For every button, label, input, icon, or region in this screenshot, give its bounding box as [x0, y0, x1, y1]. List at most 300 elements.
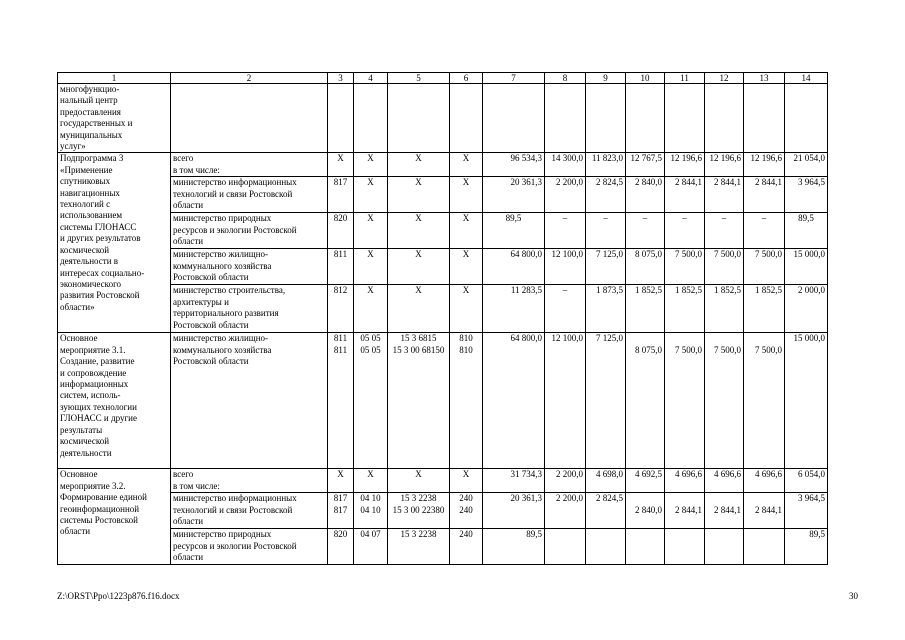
cell-text-line: космической [60, 244, 110, 255]
total-cell [483, 469, 545, 493]
year-cell [785, 333, 828, 469]
rzpr-cell [354, 529, 388, 565]
table-row [58, 153, 828, 177]
cell-text-line: государственных и [60, 118, 133, 129]
file-path: Z:\ORST\Ppo\1223p876.f16.docx [57, 591, 180, 601]
cell-text-line: – [682, 213, 687, 224]
year-cell [626, 469, 665, 493]
cell-text-line: 811 [333, 344, 348, 355]
vr-cell [450, 213, 483, 249]
csr-cell [388, 249, 450, 285]
col-header: 8 [545, 73, 586, 84]
cell-text-line: космической [60, 436, 110, 447]
cell-text-line: «Применение [60, 164, 113, 175]
cell-text-line [667, 493, 702, 504]
rzpr-cell [354, 333, 388, 469]
year-cell [705, 333, 744, 469]
col-header: 14 [785, 73, 828, 84]
empty-cell [545, 84, 586, 153]
year-cell [785, 529, 828, 565]
cell-text-line: 4 696,6 [755, 469, 782, 480]
cell-text-line: X [415, 249, 422, 260]
year-cell [586, 529, 626, 565]
cell-text-line: 15 000,0 [793, 333, 825, 344]
year-cell [545, 285, 586, 333]
year-cell [665, 153, 705, 177]
year-cell [586, 333, 626, 469]
year-cell [545, 153, 586, 177]
cell-text-line: министерство жилищно- [173, 249, 269, 260]
col-header: 4 [354, 73, 388, 84]
year-cell [785, 177, 828, 213]
cell-text-line: 12 196,6 [709, 153, 741, 164]
cell-text-line: 2 844,1 [714, 177, 741, 188]
cell-text-line: области» [60, 301, 95, 312]
year-cell [744, 469, 785, 493]
year-cell [744, 153, 785, 177]
year-cell [744, 333, 785, 469]
cell-text-line: 7 500,0 [755, 344, 782, 355]
cell-text-line: и других результатов [60, 233, 141, 244]
cell-text-line: коммунального хозяйства [173, 260, 272, 271]
cell-text-line: 820 [333, 213, 348, 224]
cell-text-line: области [173, 552, 204, 563]
cell-text-line: 1 873,5 [596, 285, 623, 296]
cell-text-line: X [367, 285, 374, 296]
year-cell [626, 493, 665, 529]
cell-text-line: 7 500,0 [714, 344, 741, 355]
table-row [58, 249, 828, 285]
table-row [58, 529, 828, 565]
cell-text-line: 817 [333, 177, 348, 188]
cell-text-line: использованием [60, 210, 123, 221]
rzpr-cell [354, 493, 388, 529]
year-cell [744, 493, 785, 529]
cell-text-line: 3 964,5 [798, 493, 825, 504]
cell-text-line: интересах социально- [60, 267, 145, 278]
cell-text-line: – [642, 213, 648, 224]
rzpr-cell [354, 285, 388, 333]
csr-cell [388, 285, 450, 333]
empty-cell [450, 84, 483, 153]
cell-text-line: всего [173, 469, 194, 480]
empty-cell [665, 84, 705, 153]
cell-text-line: 31 734,3 [510, 469, 542, 480]
col-header: 13 [744, 73, 785, 84]
cell-text-line: развития Ростовской [60, 290, 140, 301]
cell-text-line: области [173, 516, 204, 527]
executor-cell [171, 469, 328, 493]
col-header: 9 [586, 73, 626, 84]
cell-text-line: 20 361,3 [510, 177, 542, 188]
year-cell [545, 333, 586, 469]
year-cell [705, 177, 744, 213]
cell-text-line: X [462, 469, 470, 480]
cell-text-line: X [415, 177, 422, 188]
year-cell [665, 493, 705, 529]
col-header: 11 [665, 73, 705, 84]
cell-text-line: 240 [459, 504, 473, 515]
grbs-cell [328, 469, 354, 493]
csr-cell [388, 493, 450, 529]
cell-text-line: – [761, 213, 767, 224]
cell-text-line [746, 333, 782, 344]
csr-cell [388, 469, 450, 493]
cell-text-line: зующих технологии [60, 401, 137, 412]
cell-text-line: экономического [60, 278, 122, 289]
vr-cell [450, 333, 483, 469]
rzpr-cell [354, 213, 388, 249]
year-cell [665, 529, 705, 565]
csr-cell [388, 333, 450, 469]
cell-text-line: системы ГЛОНАСС [60, 221, 137, 232]
table-row [58, 213, 828, 249]
year-cell [705, 529, 744, 565]
cell-text-line: 2 824,5 [596, 177, 623, 188]
cell-text-line: Ростовской области [173, 319, 249, 330]
year-cell [545, 493, 586, 529]
cell-text-line: мероприятие 3.2. [60, 480, 126, 491]
year-cell [545, 249, 586, 285]
cell-text-line: 810 [459, 333, 473, 344]
year-cell [545, 529, 586, 565]
cell-text-line: X [367, 249, 374, 260]
year-cell [586, 493, 626, 529]
grbs-cell [328, 213, 354, 249]
cell-text-line: 1 852,5 [714, 285, 741, 296]
cell-text-line: X [367, 469, 374, 480]
cell-text-line: 15 000,0 [793, 249, 825, 260]
year-cell [785, 153, 828, 177]
year-cell [744, 529, 785, 565]
cell-text-line: министерство природных [173, 213, 272, 224]
col-header: 5 [388, 73, 450, 84]
col-header: 3 [328, 73, 354, 84]
year-cell [665, 333, 705, 469]
cell-text-line [707, 493, 741, 504]
cell-text-line: 811 [333, 249, 348, 260]
cell-text-line: 812 [333, 285, 348, 296]
cell-text-line: 21 054,0 [793, 153, 825, 164]
cell-text-line: X [462, 213, 470, 224]
cell-text-line: всего [173, 153, 194, 164]
cell-text-line: 04 10 [360, 504, 381, 515]
executor-cell [171, 213, 328, 249]
cell-text-line: коммунального хозяйства [173, 344, 272, 355]
cell-text-line: министерство строительства, [173, 285, 286, 296]
grbs-cell [328, 153, 354, 177]
cell-text-line: министерство жилищно- [173, 333, 269, 344]
cell-text-line: 820 [333, 529, 348, 540]
year-cell [705, 469, 744, 493]
vr-cell [450, 529, 483, 565]
cell-text-line: 04 10 [360, 493, 381, 504]
cell-text-line: 14 300,0 [551, 153, 583, 164]
year-cell [744, 285, 785, 333]
cell-text-line: Формирование единой [60, 492, 147, 503]
cell-text-line [588, 529, 623, 540]
cell-text-line: 2 824,5 [596, 493, 623, 504]
cell-text-line: 7 500,0 [714, 249, 741, 260]
cell-text-line: X [415, 153, 422, 164]
executor-cell [171, 333, 328, 469]
year-cell [545, 213, 586, 249]
table-row [58, 333, 828, 469]
year-cell [744, 213, 785, 249]
cell-text-line: 11 283,5 [510, 285, 542, 296]
cell-text-line [746, 493, 782, 504]
year-cell [586, 469, 626, 493]
cell-text-line: Ростовской области [173, 272, 249, 283]
cell-text-line: 89,5 [505, 213, 522, 224]
year-cell [626, 213, 665, 249]
cell-text-line [746, 529, 782, 540]
cell-text-line: 1 852,5 [755, 285, 782, 296]
cell-text-line: 817 [333, 493, 348, 504]
vr-cell [450, 249, 483, 285]
cell-text-line [667, 529, 702, 540]
cell-text-line: 4 692,5 [635, 469, 662, 480]
cell-text-line: 2 000,0 [798, 285, 825, 296]
cell-text-line: 15 3 6815 [400, 333, 437, 344]
year-cell [665, 249, 705, 285]
cell-text-line: 2 844,1 [675, 504, 702, 515]
cell-text-line: в том числе: [173, 480, 220, 491]
cell-text-line: 240 [459, 529, 473, 540]
year-cell [705, 153, 744, 177]
subprogram-name-cell [58, 153, 171, 333]
vr-cell [450, 177, 483, 213]
year-cell [586, 177, 626, 213]
cell-text-line: 2 844,1 [714, 504, 741, 515]
table-row [58, 469, 828, 493]
year-cell [626, 285, 665, 333]
program-name-cell [58, 84, 171, 153]
cell-text-line [628, 493, 662, 504]
grbs-cell [328, 333, 354, 469]
cell-text-line: – [721, 213, 727, 224]
col-header: 10 [626, 73, 665, 84]
empty-cell [626, 84, 665, 153]
cell-text-line: услуг» [60, 141, 86, 152]
cell-text-line: 15 3 00 22380 [392, 504, 445, 515]
grbs-cell [328, 285, 354, 333]
cell-text-line: 96 534,3 [510, 153, 542, 164]
year-cell [705, 285, 744, 333]
year-cell [665, 213, 705, 249]
grbs-cell [328, 529, 354, 565]
cell-text-line: информационных [60, 379, 129, 390]
cell-text-line: 8 075,0 [635, 249, 662, 260]
cell-text-line [628, 529, 662, 540]
cell-text-line [667, 333, 702, 344]
cell-text-line: ГЛОНАСС и другие [60, 413, 137, 424]
empty-cell [388, 84, 450, 153]
cell-text-line: геоинформационной [60, 503, 140, 514]
cell-text-line: технологий с [60, 199, 111, 210]
cell-text-line: – [603, 213, 608, 224]
rzpr-cell [354, 177, 388, 213]
event-name-cell [58, 333, 171, 469]
cell-text-line: 3 964,5 [798, 177, 825, 188]
cell-text-line: Ростовской области [173, 356, 249, 367]
cell-text-line: – [562, 213, 568, 224]
cell-text-line: 12 100,0 [551, 333, 583, 344]
cell-text-line: результаты [60, 424, 103, 435]
cell-text-line: 89,5 [526, 529, 542, 540]
cell-text-line: 15 3 2238 [400, 529, 437, 540]
year-cell [785, 285, 828, 333]
year-cell [586, 285, 626, 333]
cell-text-line: многофункцио- [60, 84, 120, 94]
executor-cell [171, 529, 328, 565]
cell-text-line: 4 696,6 [675, 469, 702, 480]
cell-text-line: Подпрограмма 3 [60, 153, 124, 164]
cell-text-line: 2 200,0 [556, 493, 583, 504]
executor-cell [171, 177, 328, 213]
cell-text-line: X [367, 213, 374, 224]
year-cell [785, 249, 828, 285]
col-header: 6 [450, 73, 483, 84]
total-cell [483, 285, 545, 333]
cell-text-line: технологий и связи Ростовской [173, 504, 293, 515]
cell-text-line: архитектуры и [173, 296, 229, 307]
year-cell [626, 249, 665, 285]
cell-text-line: 810 [459, 344, 473, 355]
cell-text-line: X [337, 469, 344, 480]
total-cell [483, 177, 545, 213]
cell-text-line: 2 844,1 [675, 177, 702, 188]
cell-text-line: 817 [333, 504, 348, 515]
csr-cell [388, 177, 450, 213]
cell-text-line: навигационных [60, 187, 120, 198]
year-cell [586, 213, 626, 249]
cell-text-line: ресурсов и экологии Ростовской [173, 540, 297, 551]
cell-text-line: 811 [333, 333, 348, 344]
year-cell [785, 493, 828, 529]
cell-text-line: технологий и связи Ростовской [173, 188, 293, 199]
cell-text-line: 2 200,0 [556, 469, 583, 480]
csr-cell [388, 529, 450, 565]
cell-text-line: X [415, 213, 422, 224]
col-header: 12 [705, 73, 744, 84]
cell-text-line [547, 529, 583, 540]
cell-text-line: 20 361,3 [510, 493, 542, 504]
empty-cell [705, 84, 744, 153]
empty-cell [586, 84, 626, 153]
year-cell [785, 469, 828, 493]
cell-text-line: систем, исполь- [60, 390, 121, 401]
vr-cell [450, 153, 483, 177]
year-cell [705, 493, 744, 529]
year-cell [626, 177, 665, 213]
cell-text-line: Создание, развитие [60, 356, 135, 367]
cell-text-line: ресурсов и экологии Ростовской [173, 224, 297, 235]
col-header: 2 [171, 73, 328, 84]
cell-text-line: министерство информационных [173, 177, 297, 188]
cell-text-line: 89,5 [809, 529, 825, 540]
cell-text-line: 2 844,1 [755, 504, 782, 515]
cell-text-line: 05 05 [360, 344, 381, 355]
cell-text-line: 12 767,5 [630, 153, 662, 164]
grbs-cell [328, 493, 354, 529]
year-cell [705, 249, 744, 285]
empty-cell [354, 84, 388, 153]
vr-cell [450, 493, 483, 529]
cell-text-line: 12 196,6 [750, 153, 782, 164]
cell-text-line: 7 125,0 [596, 333, 623, 344]
total-cell [483, 333, 545, 469]
year-cell [545, 177, 586, 213]
cell-text-line: X [462, 153, 470, 164]
cell-text-line: 12 196,6 [670, 153, 702, 164]
cell-text-line: 64 800,0 [510, 333, 542, 344]
year-cell [545, 469, 586, 493]
event-name-cell [58, 469, 171, 565]
csr-cell [388, 153, 450, 177]
year-cell [626, 153, 665, 177]
empty-cell [171, 84, 328, 153]
empty-cell [785, 84, 828, 153]
cell-text-line: в том числе: [173, 164, 220, 175]
cell-text-line: 6 054,0 [798, 469, 825, 480]
cell-text-line: 89,5 [798, 213, 814, 224]
cell-text-line [628, 333, 662, 344]
cell-text-line: 05 05 [360, 333, 381, 344]
cell-text-line: Основное [60, 469, 98, 480]
cell-text-line: нальный центр [60, 95, 118, 106]
year-cell [665, 285, 705, 333]
grbs-cell [328, 249, 354, 285]
cell-text-line: 7 500,0 [755, 249, 782, 260]
csr-cell [388, 213, 450, 249]
cell-text-line [707, 529, 741, 540]
cell-text-line: 11 823,0 [591, 153, 623, 164]
cell-text-line: 7 125,0 [596, 249, 623, 260]
cell-text-line: X [462, 285, 470, 296]
grbs-cell [328, 177, 354, 213]
empty-cell [328, 84, 354, 153]
cell-text-line: X [367, 153, 374, 164]
cell-text-line: X [337, 153, 344, 164]
rzpr-cell [354, 249, 388, 285]
cell-text-line: системы Ростовской [60, 515, 138, 526]
header-row [58, 73, 828, 84]
cell-text-line: 12 100,0 [551, 249, 583, 260]
year-cell [626, 529, 665, 565]
executor-cell [171, 249, 328, 285]
col-header: 1 [58, 73, 171, 84]
cell-text-line: деятельности в [60, 256, 119, 267]
rzpr-cell [354, 153, 388, 177]
year-cell [626, 333, 665, 469]
cell-text-line: 64 800,0 [510, 249, 542, 260]
cell-text-line: министерство информационных [173, 493, 297, 504]
col-header: 7 [483, 73, 545, 84]
cell-text-line: области [60, 526, 91, 537]
executor-cell [171, 285, 328, 333]
executor-cell [171, 153, 328, 177]
cell-text-line: 15 3 00 68150 [392, 344, 445, 355]
cell-text-line: 04 07 [360, 529, 381, 540]
table-row [58, 177, 828, 213]
table-row [58, 84, 828, 153]
cell-text-line: 2 200,0 [556, 177, 583, 188]
cell-text-line: X [415, 469, 422, 480]
cell-text-line: – [562, 285, 568, 296]
year-cell [586, 249, 626, 285]
table-row [58, 493, 828, 529]
